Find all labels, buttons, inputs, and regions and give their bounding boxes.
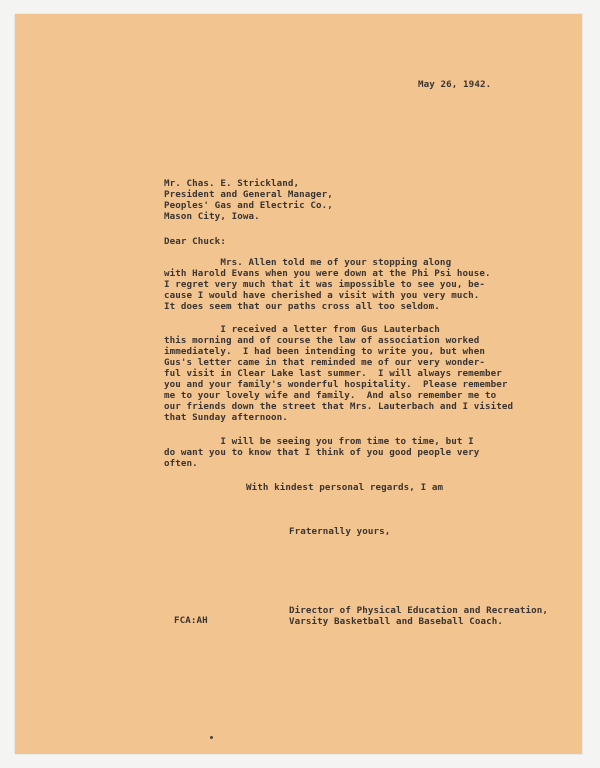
body-line: immediately. I had been intending to write you, but when bbox=[164, 346, 485, 357]
title-line: Director of Physical Education and Recreation, bbox=[289, 605, 549, 616]
body-line: you and your family's wonderful hospitality. Please remember bbox=[164, 379, 508, 390]
typist-initials: FCA:AH bbox=[174, 615, 208, 626]
ink-speck bbox=[210, 736, 213, 739]
body-line: Mrs. Allen told me of your stopping along bbox=[164, 257, 452, 268]
address-line: Peoples' Gas and Electric Co., bbox=[164, 200, 333, 211]
closing-line: With kindest personal regards, I am bbox=[246, 482, 444, 493]
body-line: me to your lovely wife and family. And also remember me to bbox=[164, 390, 497, 401]
address-line: President and General Manager, bbox=[164, 189, 333, 200]
body-line: do want you to know that I think of you good people very bbox=[164, 447, 480, 458]
letter-date: May 26, 1942. bbox=[418, 79, 492, 90]
salutation: Dear Chuck: bbox=[164, 236, 226, 247]
body-line: ful visit in Clear Lake last summer. I will always remember bbox=[164, 368, 502, 379]
address-line: Mason City, Iowa. bbox=[164, 211, 260, 222]
address-line: Mr. Chas. E. Strickland, bbox=[164, 178, 300, 189]
body-line: I will be seeing you from time to time, but I bbox=[164, 436, 474, 447]
body-line: our friends down the street that Mrs. Lauterbach and I visited bbox=[164, 401, 514, 412]
title-line: Varsity Basketball and Baseball Coach. bbox=[289, 616, 503, 627]
body-line: It does seem that our paths cross all too seldom. bbox=[164, 301, 440, 312]
body-line: with Harold Evans when you were down at the Phi Psi house. bbox=[164, 268, 491, 279]
body-line: this morning and of course the law of association worked bbox=[164, 335, 480, 346]
signoff: Fraternally yours, bbox=[289, 526, 391, 537]
body-line: often. bbox=[164, 458, 198, 469]
body-line: Gus's letter came in that reminded me of our very wonder- bbox=[164, 357, 485, 368]
body-line: I received a letter from Gus Lauterbach bbox=[164, 324, 440, 335]
body-line: I regret very much that it was impossible to see you, be- bbox=[164, 279, 485, 290]
body-line: cause I would have cherished a visit with you very much. bbox=[164, 290, 480, 301]
body-line: that Sunday afternoon. bbox=[164, 412, 288, 423]
